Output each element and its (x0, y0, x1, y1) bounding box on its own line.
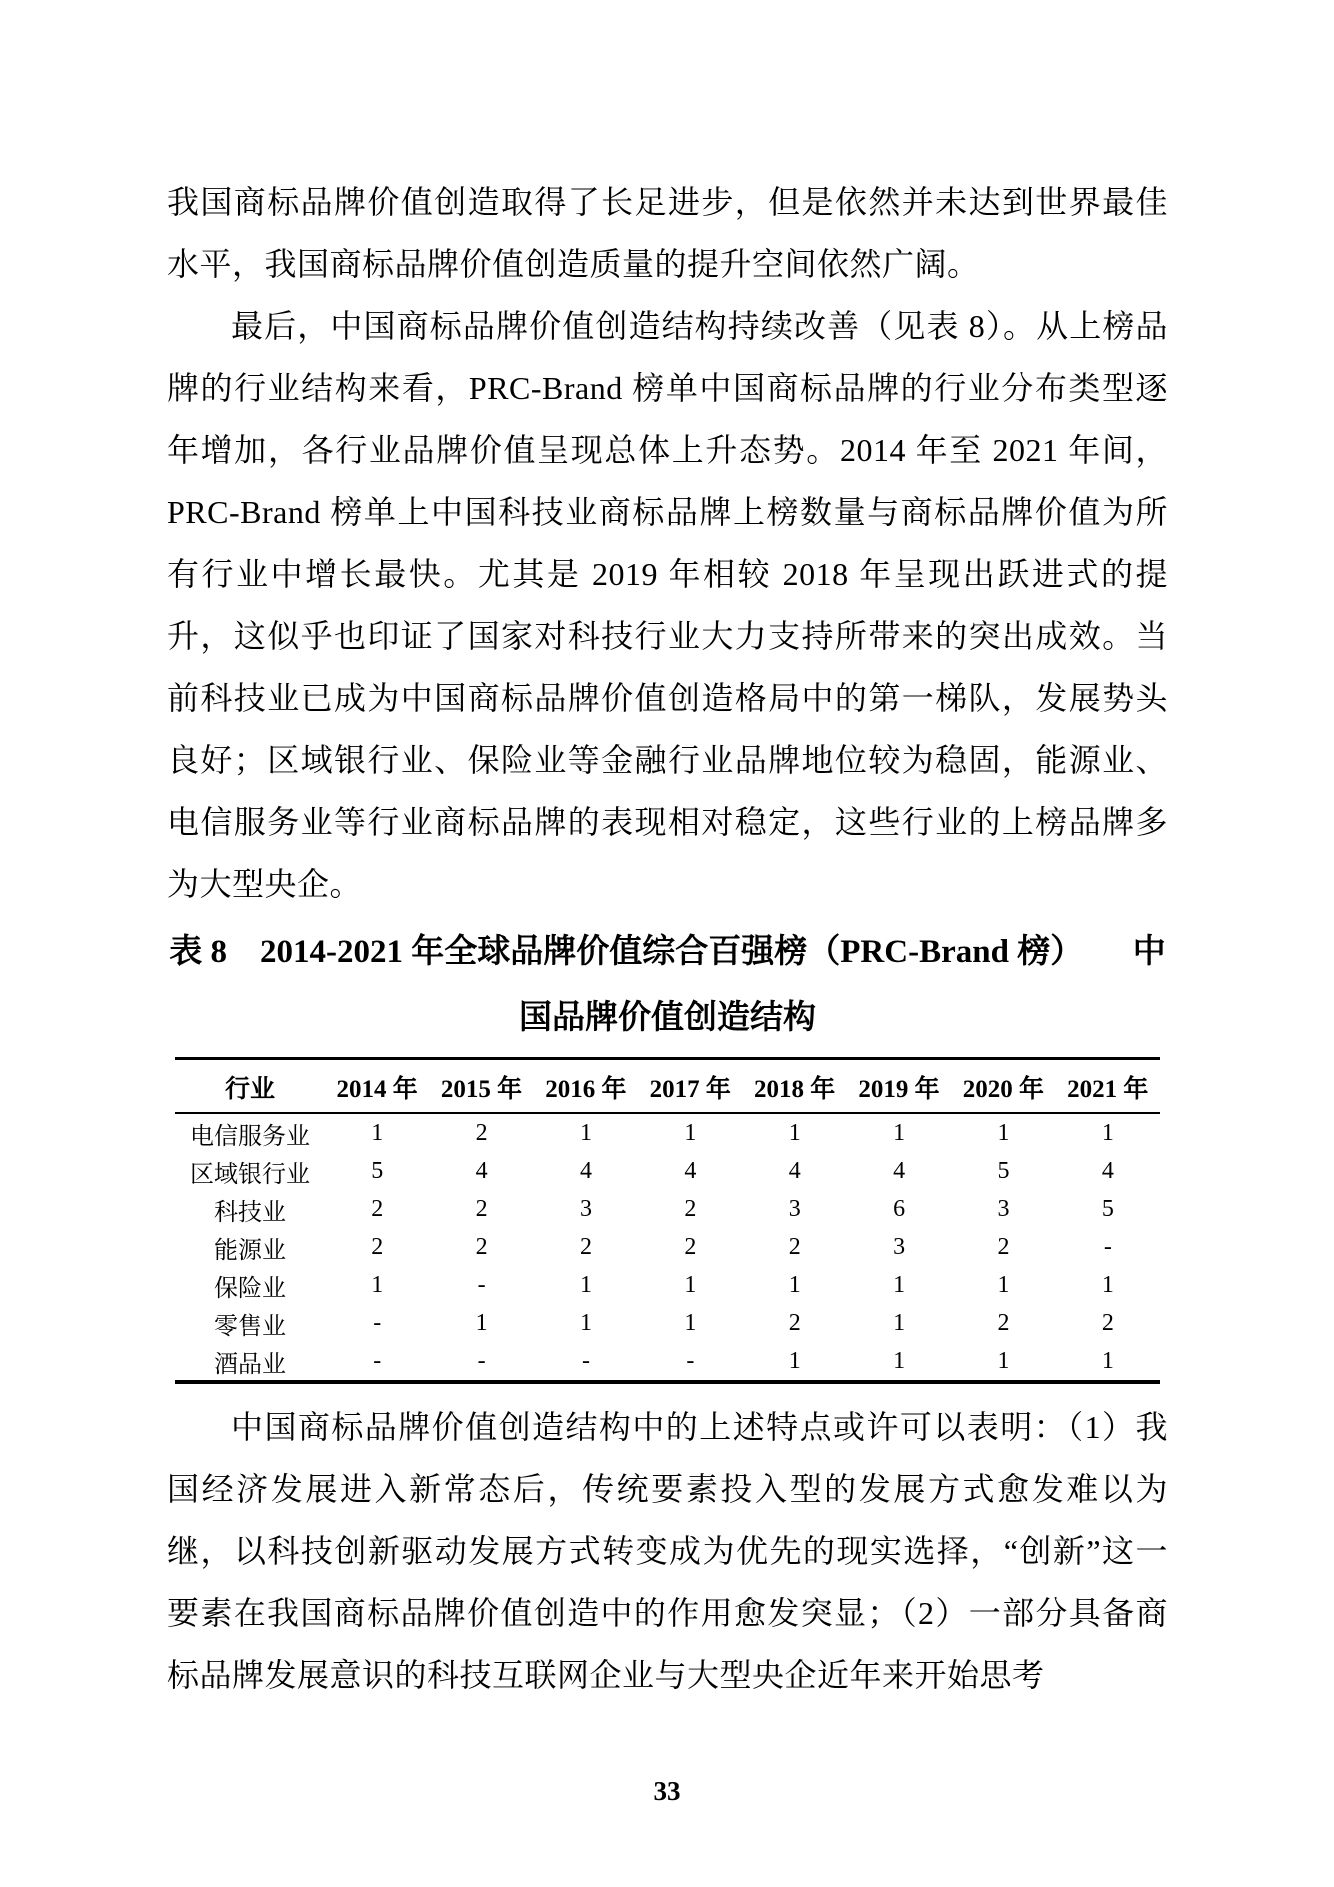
table-row (175, 1266, 1160, 1304)
value-cell: 5 (1101, 1195, 1114, 1222)
value-cell: 2 (997, 1233, 1010, 1260)
table-row (175, 1190, 1160, 1228)
value-cell: 5 (997, 1157, 1010, 1184)
value-cell: 1 (684, 1271, 697, 1298)
paragraph-continued-from-previous-page: 我国商标品牌价值创造取得了长足进步，但是依然并未达到世界最佳水平，我国商标品牌价值创造质量的提升空间依然广阔。 (167, 184, 1168, 282)
value-cell: 1 (579, 1119, 592, 1146)
table-header-row (175, 1059, 1160, 1114)
value-cell: 1 (788, 1119, 801, 1146)
value-cell: 1 (579, 1271, 592, 1298)
paragraph-analysis: 中国商标品牌价值创造结构中的上述特点或许可以表明：（1）我国经济发展进入新常态后，传统要素投入型的发展方式愈发难以为继，以科技创新驱动发展方式转变成为优先的现实选择，“创新”这一要素在我国商标品牌价值创造中的作用愈发突显；（2）一部分具备商标品牌发展意识的科技互联网企业与大型央企近年来开始思考 (167, 1409, 1168, 1693)
brand-value-structure-table (175, 1057, 1160, 1384)
value-cell: 4 (684, 1157, 697, 1184)
value-cell: 1 (371, 1271, 384, 1298)
value-cell: 1 (1101, 1271, 1114, 1298)
value-cell: 3 (579, 1195, 592, 1222)
value-cell: 1 (893, 1119, 906, 1146)
value-cell: 6 (893, 1195, 906, 1222)
value-cell: 3 (997, 1195, 1010, 1222)
value-cell: 3 (893, 1233, 906, 1260)
table-row (175, 1152, 1160, 1190)
value-cell: 2 (475, 1195, 488, 1222)
value-cell: 1 (684, 1119, 697, 1146)
table-row (175, 1113, 1160, 1152)
column-header-2014: 2014 年 (325, 1059, 429, 1114)
value-cell: 2 (475, 1119, 488, 1146)
value-cell: 2 (1101, 1309, 1114, 1336)
value-cell: 4 (788, 1157, 801, 1184)
column-header-industry: 行业 (175, 1059, 325, 1114)
value-cell: 2 (997, 1309, 1010, 1336)
value-cell: 5 (371, 1157, 384, 1184)
table-row (175, 1304, 1160, 1342)
industry-cell: 保险业 (214, 1275, 286, 1302)
value-cell: 2 (684, 1233, 697, 1260)
table-caption-line-1: 表 8 2014-2021 年全球品牌价值综合百强榜（PRC-Brand 榜） 中 (169, 934, 1166, 970)
value-cell: - (477, 1347, 486, 1374)
table-caption (167, 919, 1168, 1051)
industry-cell: 科技业 (214, 1199, 286, 1226)
industry-cell: 电信服务业 (190, 1123, 310, 1150)
value-cell: - (686, 1347, 695, 1374)
table-row (175, 1342, 1160, 1382)
column-header-2015: 2015 年 (429, 1059, 533, 1114)
value-cell: 1 (788, 1271, 801, 1298)
value-cell: 2 (475, 1233, 488, 1260)
column-header-2020: 2020 年 (951, 1059, 1055, 1114)
value-cell: - (373, 1309, 382, 1336)
table-row (175, 1228, 1160, 1266)
column-header-2021: 2021 年 (1056, 1059, 1160, 1114)
value-cell: 1 (371, 1119, 384, 1146)
value-cell: 1 (788, 1347, 801, 1374)
value-cell: 2 (788, 1233, 801, 1260)
value-cell: 1 (893, 1271, 906, 1298)
industry-cell: 区域银行业 (190, 1161, 310, 1188)
value-cell: 1 (475, 1309, 488, 1336)
value-cell: 1 (684, 1309, 697, 1336)
page-content (167, 171, 1168, 1706)
value-cell: 3 (788, 1195, 801, 1222)
value-cell: 2 (371, 1195, 384, 1222)
column-header-2017: 2017 年 (638, 1059, 742, 1114)
value-cell: - (581, 1347, 590, 1374)
value-cell: - (373, 1347, 382, 1374)
industry-cell: 能源业 (214, 1237, 286, 1264)
industry-cell: 零售业 (214, 1313, 286, 1340)
column-header-2016: 2016 年 (534, 1059, 638, 1114)
paragraph-table-intro: 最后，中国商标品牌价值创造结构持续改善（见表 8）。从上榜品牌的行业结构来看，PRC-Brand 榜单中国商标品牌的行业分布类型逐年增加，各行业品牌价值呈现总体上升态势。2014 年至 2021 年间，PRC-Brand 榜单上中国科技业商标品牌上榜数量与商标品牌价值为所有行业中增长最快。尤其是 2019 年相较 2018 年呈现出跃进式的提升，这似乎也印证了国家对科技行业大力支持所带来的突出成效。当前科技业已成为中国商标品牌价值创造格局中的第一梯队，发展势头良好；区域银行业、保险业等金融行业品牌地位较为稳固，能源业、电信服务业等行业商标品牌的表现相对稳定，这些行业的上榜品牌多为大型央企。 (167, 308, 1168, 902)
table-caption-line-2: 国品牌价值创造结构 (519, 1000, 816, 1036)
value-cell: - (477, 1271, 486, 1298)
value-cell: 1 (997, 1119, 1010, 1146)
value-cell: 1 (579, 1309, 592, 1336)
value-cell: 2 (788, 1309, 801, 1336)
value-cell: 4 (1101, 1157, 1114, 1184)
value-cell: 1 (997, 1347, 1010, 1374)
value-cell: 4 (475, 1157, 488, 1184)
column-header-2019: 2019 年 (847, 1059, 951, 1114)
value-cell: 4 (893, 1157, 906, 1184)
value-cell: 1 (893, 1347, 906, 1374)
value-cell: 2 (684, 1195, 697, 1222)
value-cell: 1 (893, 1309, 906, 1336)
value-cell: 2 (579, 1233, 592, 1260)
value-cell: 1 (997, 1271, 1010, 1298)
value-cell: 2 (371, 1233, 384, 1260)
value-cell: 1 (1101, 1119, 1114, 1146)
page-number: 33 (653, 1776, 681, 1806)
column-header-2018: 2018 年 (743, 1059, 847, 1114)
value-cell: 4 (579, 1157, 592, 1184)
value-cell: - (1103, 1233, 1112, 1260)
value-cell: 1 (1101, 1347, 1114, 1374)
industry-cell: 酒品业 (214, 1351, 286, 1378)
